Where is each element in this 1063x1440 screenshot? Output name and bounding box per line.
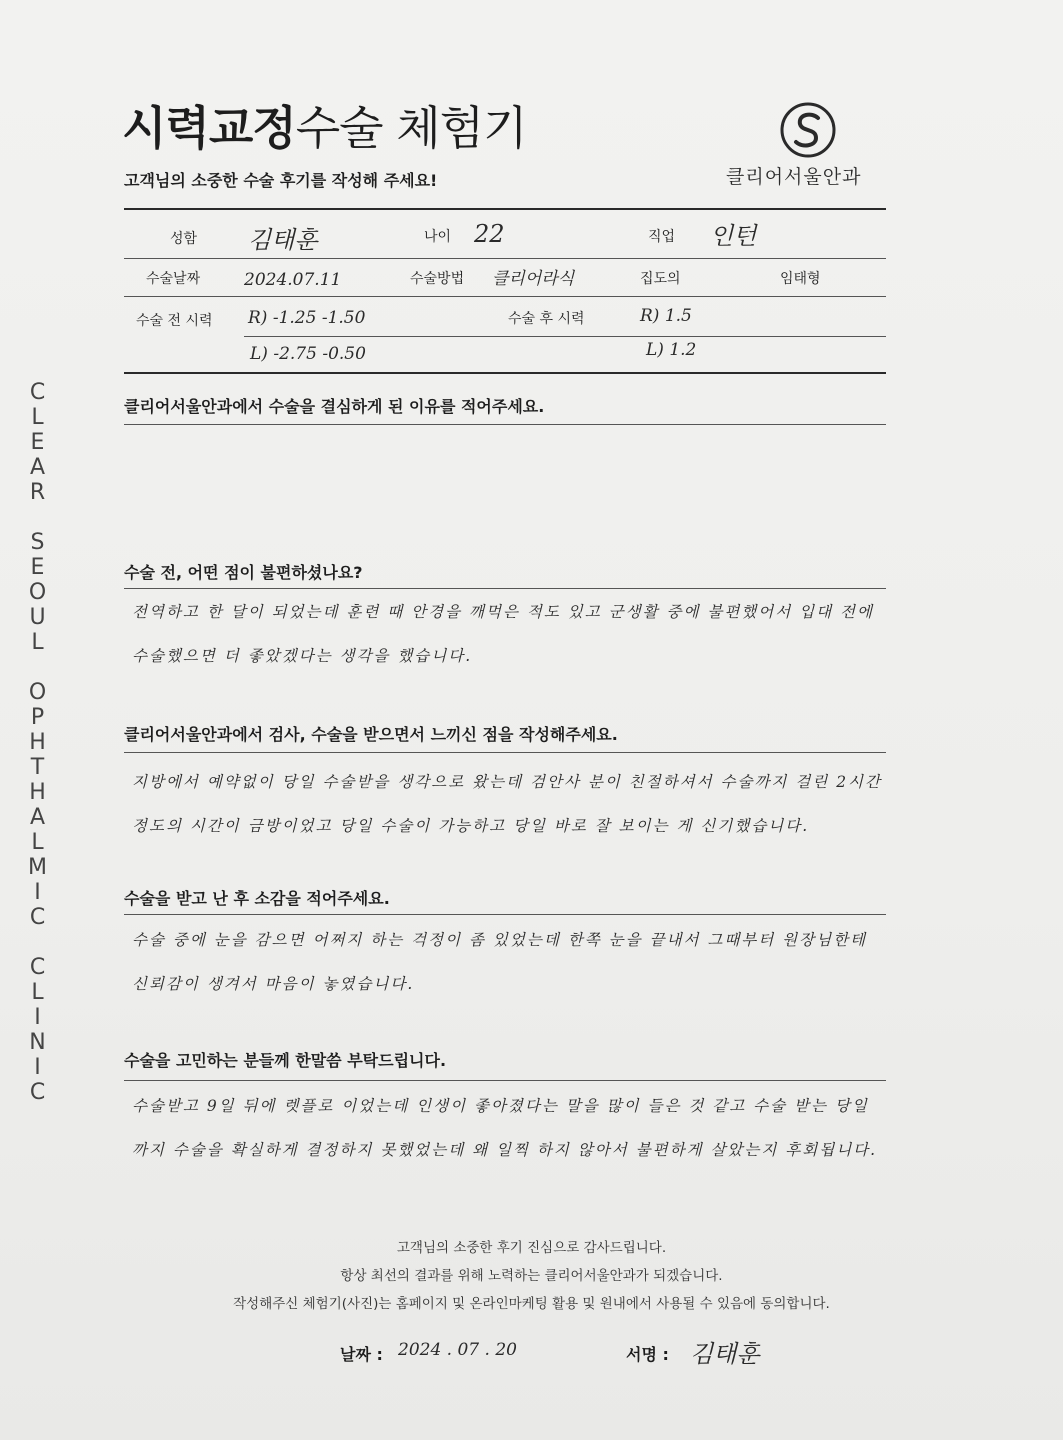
pre-op-vision-label: 수술 전 시력 (136, 313, 213, 329)
post-op-left: L) 1.2 (646, 340, 697, 360)
table-top-rule (124, 208, 886, 210)
clinic-logo-icon (778, 100, 838, 160)
table-bottom-rule (124, 372, 886, 374)
date-value: 2024.07.11 (244, 270, 342, 290)
age-label: 나이 (424, 229, 452, 245)
post-op-vision-label: 수술 후 시력 (508, 311, 585, 327)
job-value: 인턴 (710, 222, 757, 250)
title-light: 수술 체험기 (295, 101, 527, 155)
question-1: 클리어서울안과에서 수술을 결심하게 된 이유를 적어주세요. (124, 397, 545, 416)
form-subtitle: 고객님의 소중한 수술 후기를 작성해 주세요! (124, 171, 438, 190)
name-value: 김태훈 (248, 226, 318, 254)
footer-thanks: 고객님의 소중한 후기 진심으로 감사드립니다. (396, 1240, 667, 1256)
form-title (122, 92, 527, 158)
footer-date-value: 2024 . 07 . 20 (398, 1340, 517, 1360)
table-rule-1 (124, 258, 886, 259)
name-label: 성함 (170, 231, 198, 247)
question-3-rule (124, 752, 886, 753)
date-label: 수술날짜 (146, 271, 201, 287)
footer-signature-label: 서명 : (626, 1345, 669, 1364)
job-label: 직업 (648, 229, 676, 245)
footer-date-label: 날짜 : (340, 1345, 383, 1364)
answer-3: 지방에서 예약없이 당일 수술받을 생각으로 왔는데 검안사 분이 친절하셔서 수술까지 걸린 2시간 정도의 시간이 금방이었고 당일 수술이 가능하고 당일 바로 잘 보이는 게 신기했습니다. (132, 773, 883, 835)
question-2-rule (124, 588, 886, 589)
pre-op-left: L) -2.75 -0.50 (250, 344, 366, 364)
table-rule-2 (124, 296, 886, 297)
side-clinic-name: CLEAR SEOUL OPHTHALMIC CLINIC (25, 380, 50, 1105)
surgeon-name: 임태형 (780, 271, 821, 287)
question-4-rule (124, 914, 886, 915)
age-value: 22 (474, 220, 505, 248)
question-5-rule (124, 1080, 886, 1081)
method-label: 수술방법 (410, 271, 465, 287)
answer-4: 수술 중에 눈을 감으면 어쩌지 하는 걱정이 좀 있었는데 한쪽 눈을 끝내서 그때부터 원장님한테 신뢰감이 생겨서 마음이 놓였습니다. (132, 931, 868, 993)
question-1-rule (124, 424, 886, 425)
answer-5: 수술받고 9일 뒤에 렛플로 이었는데 인생이 좋아졌다는 말을 많이 들은 것 같고 수술 받는 당일까지 수술을 확실하게 결정하지 못했었는데 왜 일찍 하지 않아서 불편하게 살았는지 후회됩니다. (132, 1097, 878, 1159)
table-rule-3 (244, 336, 886, 337)
footer-consent: 작성해주신 체험기(사진)는 홈페이지 및 온라인마케팅 활용 및 원내에서 사용될 수 있음에 동의합니다. (233, 1296, 830, 1312)
clinic-logo-text: 클리어서울안과 (726, 166, 862, 188)
question-5: 수술을 고민하는 분들께 한말씀 부탁드립니다. (124, 1051, 447, 1070)
answer-2: 전역하고 한 달이 되었는데 훈련 때 안경을 깨먹은 적도 있고 군생활 중에 불편했어서 입대 전에 수술했으면 더 좋았겠다는 생각을 했습니다. (132, 603, 874, 665)
question-3: 클리어서울안과에서 검사, 수술을 받으면서 느끼신 점을 작성해주세요. (124, 725, 618, 744)
footer-signature-value: 김태훈 (690, 1340, 760, 1368)
method-value: 클리어라식 (492, 269, 575, 289)
pre-op-right: R) -1.25 -1.50 (248, 308, 366, 328)
question-4: 수술을 받고 난 후 소감을 적어주세요. (124, 889, 390, 908)
footer-promise: 항상 최선의 결과를 위해 노력하는 클리어서울안과가 되겠습니다. (340, 1268, 723, 1284)
question-2: 수술 전, 어떤 점이 불편하셨나요? (124, 563, 363, 582)
surgeon-label: 집도의 (640, 271, 681, 287)
post-op-right: R) 1.5 (640, 306, 692, 326)
title-bold: 시력교정 (122, 101, 296, 155)
